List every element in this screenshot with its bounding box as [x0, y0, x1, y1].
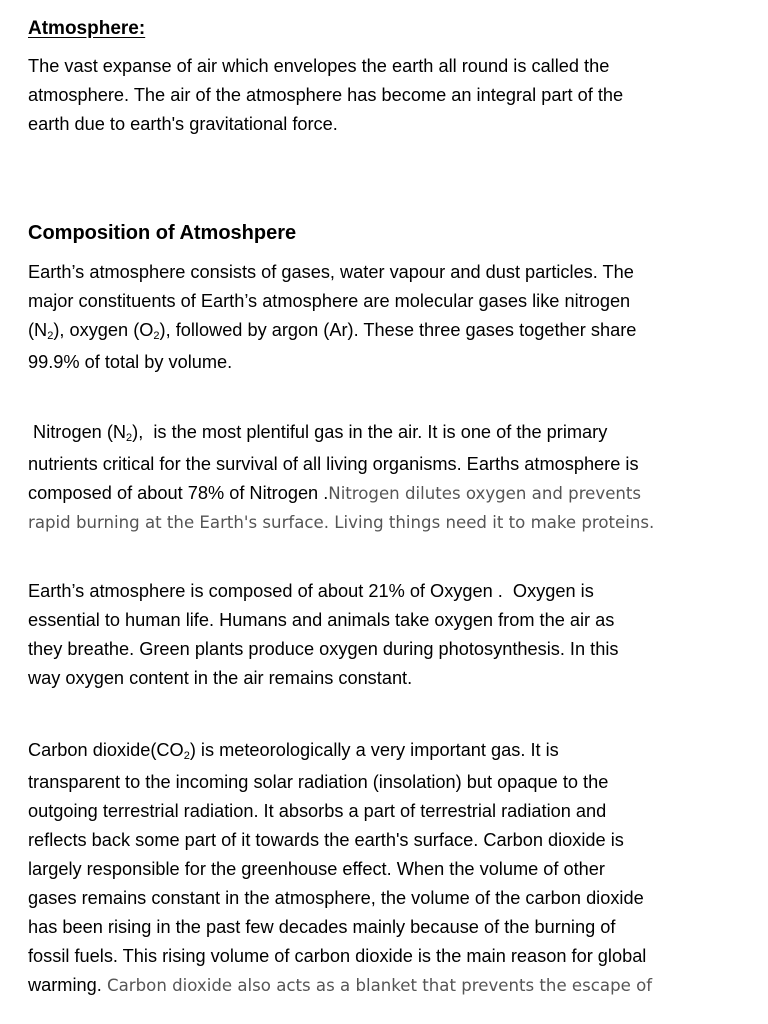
text-line: gases remains constant in the atmosphere, the volume of the carbon dioxide — [28, 888, 644, 908]
text-run: Carbon dioxide(CO — [28, 740, 184, 760]
text-run: composed of about 78% of Nitrogen . — [28, 483, 329, 503]
intro-line: The vast expanse of air which envelopes the earth all round is called the — [28, 56, 610, 76]
text-run: warming. — [28, 975, 102, 995]
grey-text-line: rapid burning at the Earth's surface. Living things need it to make proteins. — [28, 513, 655, 532]
text-line — [28, 479, 750, 508]
composition-paragraph — [28, 258, 750, 377]
text-line: outgoing terrestrial radiation. It absorbs a part of terrestrial radiation and — [28, 801, 607, 821]
text-line: transparent to the incoming solar radiation (insolation) but opaque to the — [28, 772, 609, 792]
intro-line: atmosphere. The air of the atmosphere has become an integral part of the — [28, 85, 624, 105]
oxygen-paragraph — [28, 577, 750, 693]
subscript: 2 — [153, 330, 160, 342]
text-line: fossil fuels. This rising volume of carbon dioxide is the main reason for global — [28, 946, 647, 966]
intro-paragraph — [28, 52, 750, 139]
text-run: ) is meteorologically a very important gas. It is — [189, 740, 559, 760]
text-line: reflects back some part of it towards the earth's surface. Carbon dioxide is — [28, 830, 624, 850]
text-line — [28, 418, 750, 450]
text-line — [28, 316, 750, 348]
intro-line: earth due to earth's gravitational force. — [28, 114, 338, 134]
grey-text-run: Carbon dioxide also acts as a blanket that prevents the escape of — [101, 976, 653, 995]
subscript: 2 — [126, 432, 133, 444]
text-run: Nitrogen (N — [28, 422, 127, 442]
grey-text-run: Nitrogen dilutes oxygen and prevents — [328, 484, 642, 503]
text-line — [28, 971, 750, 1000]
text-line: way oxygen content in the air remains constant. — [28, 668, 413, 688]
text-line: has been rising in the past few decades mainly because of the burning of — [28, 917, 616, 937]
subscript: 2 — [183, 750, 190, 762]
text-line — [28, 736, 750, 768]
carbon-dioxide-paragraph — [28, 736, 750, 1000]
nitrogen-paragraph — [28, 418, 750, 537]
page-title: Atmosphere: — [28, 18, 146, 39]
subscript: 2 — [47, 330, 54, 342]
text-run: ), oxygen (O — [53, 320, 154, 340]
text-line: major constituents of Earth’s atmosphere are molecular gases like nitrogen — [28, 291, 631, 311]
text-line: nutrients critical for the survival of all living organisms. Earths atmosphere is — [28, 454, 639, 474]
text-run: ), followed by argon (Ar). These three gases together share — [159, 320, 637, 340]
text-line: they breathe. Green plants produce oxygen during photosynthesis. In this — [28, 639, 619, 659]
text-run: (N — [28, 320, 48, 340]
text-run: ), is the most plentiful gas in the air. It is one of the primary — [132, 422, 608, 442]
text-line: essential to human life. Humans and animals take oxygen from the air as — [28, 610, 615, 630]
text-line: largely responsible for the greenhouse effect. When the volume of other — [28, 859, 605, 879]
text-line: Earth’s atmosphere consists of gases, water vapour and dust particles. The — [28, 262, 634, 282]
section-heading: Composition of Atmoshpere — [28, 222, 297, 244]
text-line: Earth’s atmosphere is composed of about 21% of Oxygen . Oxygen is — [28, 581, 594, 601]
text-line: 99.9% of total by volume. — [28, 352, 233, 372]
